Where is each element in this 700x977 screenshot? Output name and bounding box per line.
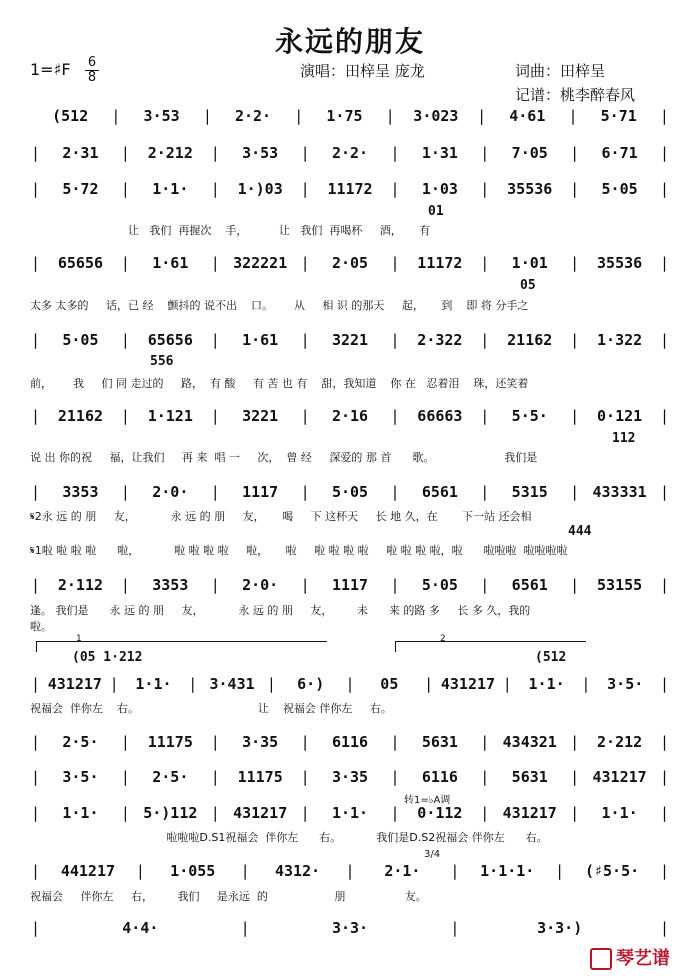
measure: 1·03 xyxy=(421,180,458,198)
barline: | xyxy=(210,331,220,349)
measure: 2·5· xyxy=(152,768,189,786)
barline: | xyxy=(210,768,220,786)
alt-notes: 05 xyxy=(520,278,536,293)
notation-row xyxy=(30,674,670,694)
measure: 5·)112 xyxy=(143,804,198,822)
measure: 5·71 xyxy=(600,107,637,125)
barline: | xyxy=(424,675,434,693)
lyric-line: 祝福会 伴你左 右。 让 祝福会 伴你左 右。 xyxy=(30,702,392,715)
barline: | xyxy=(480,483,490,501)
barline: | xyxy=(570,254,580,272)
notation-row xyxy=(30,767,670,787)
measure: 11175 xyxy=(237,768,283,786)
barline: | xyxy=(480,576,490,594)
measure: 2·31 xyxy=(62,144,99,162)
barline: | xyxy=(210,804,220,822)
notation-row xyxy=(30,803,670,823)
measure: 1117 xyxy=(242,483,279,501)
volta-number: 1 xyxy=(76,634,82,644)
barline: | xyxy=(570,483,580,501)
key-signature: 1=♯F xyxy=(30,60,71,79)
barline: | xyxy=(300,768,310,786)
barline: | xyxy=(660,733,670,751)
lyric-line: 逢。 我们是 永 远 的 朋 友， 永 远 的 朋 友， 未 来 的路 多 长 多 久，我的 xyxy=(30,604,531,617)
measure: 4·61 xyxy=(509,107,546,125)
barline: | xyxy=(31,254,41,272)
barline: | xyxy=(210,180,220,198)
measure: 1·01 xyxy=(511,254,548,272)
barline: | xyxy=(660,254,670,272)
barline: | xyxy=(111,107,121,125)
barline: | xyxy=(31,733,41,751)
logo-icon xyxy=(590,948,612,970)
barline: | xyxy=(390,768,400,786)
barline: | xyxy=(31,576,41,594)
transcriber-credit: 记谱：桃李醉春风 xyxy=(515,86,636,104)
measure: 2·212 xyxy=(147,144,193,162)
measure: 3221 xyxy=(242,407,279,425)
measure: 2·322 xyxy=(417,331,463,349)
barline: | xyxy=(480,180,490,198)
measure: 431217 xyxy=(502,804,557,822)
barline: | xyxy=(570,144,580,162)
measure: 05 xyxy=(380,675,399,693)
measure: (512 xyxy=(52,107,89,125)
measure: 1·1· xyxy=(331,804,369,822)
measure: 53155 xyxy=(597,576,643,594)
barline: | xyxy=(31,483,41,501)
barline: | xyxy=(480,804,490,822)
barline: | xyxy=(202,107,212,125)
barline: | xyxy=(294,107,304,125)
measure: 3·35 xyxy=(242,733,279,751)
measure: 5·05 xyxy=(62,331,99,349)
measure: 2·2· xyxy=(234,107,272,125)
barline: | xyxy=(31,144,41,162)
measure: 441217 xyxy=(60,862,116,880)
measure: 35536 xyxy=(507,180,553,198)
measure: 3·3· xyxy=(331,919,369,937)
barline: | xyxy=(570,804,580,822)
measure: 2·2· xyxy=(331,144,369,162)
barline: | xyxy=(210,407,220,425)
notation-row xyxy=(30,253,670,273)
measure: 2·212 xyxy=(597,733,643,751)
measure: (♯5·5· xyxy=(584,862,640,880)
barline: | xyxy=(210,733,220,751)
measure: 3353 xyxy=(62,483,99,501)
measure: 5631 xyxy=(511,768,548,786)
measure: 35536 xyxy=(597,254,643,272)
barline: | xyxy=(660,675,670,693)
lyric-line: 太多 太多的 话，已 经 颤抖的 说不出 口。 从 相 识 的那天 起， 到 即 将 分手之 xyxy=(30,299,529,312)
barline: | xyxy=(390,733,400,751)
time-signature xyxy=(85,56,99,85)
barline: | xyxy=(660,331,670,349)
barline: | xyxy=(502,675,512,693)
barline: | xyxy=(345,675,355,693)
measure: 5315 xyxy=(511,483,548,501)
measure: 431217 xyxy=(592,768,647,786)
barline: | xyxy=(300,804,310,822)
measure: 322221 xyxy=(233,254,288,272)
measure: 2·05 xyxy=(331,254,369,272)
alt-notes: 556 xyxy=(150,354,174,369)
barline: | xyxy=(120,576,130,594)
barline: | xyxy=(568,107,578,125)
barline: | xyxy=(659,862,669,880)
barline: | xyxy=(390,180,400,198)
barline: | xyxy=(31,768,41,786)
barline: | xyxy=(390,576,400,594)
barline: | xyxy=(659,919,669,937)
measure: 3·5· xyxy=(62,768,99,786)
barline: | xyxy=(188,675,198,693)
barline: | xyxy=(480,144,490,162)
barline: | xyxy=(345,862,355,880)
song-title: 永远的朋友 xyxy=(274,25,425,58)
barline: | xyxy=(581,675,591,693)
barline: | xyxy=(109,675,119,693)
barline: | xyxy=(480,733,490,751)
measure: 2·0· xyxy=(242,576,279,594)
barline: | xyxy=(31,862,41,880)
measure: 1·1· xyxy=(601,804,638,822)
measure: 1·1· xyxy=(152,180,189,198)
measure: 6116 xyxy=(421,768,458,786)
barline: | xyxy=(660,407,670,425)
measure: 3·35 xyxy=(331,768,369,786)
barline: | xyxy=(660,483,670,501)
barline: | xyxy=(390,331,400,349)
barline: | xyxy=(480,407,490,425)
measure: 1·31 xyxy=(421,144,458,162)
lyric-line: 𝄋1啦 啦 啦 啦 啦， 啦 啦 啦 啦 啦， 啦 啦 啦 啦 啦 啦 啦 啦 啦，啦 啦啦啦 啦啦啦啦 xyxy=(30,544,568,557)
barline: | xyxy=(570,180,580,198)
barline: | xyxy=(31,180,41,198)
barline: | xyxy=(300,733,310,751)
barline: | xyxy=(120,733,130,751)
measure: 5·72 xyxy=(62,180,99,198)
measure: 11175 xyxy=(147,733,193,751)
barline: | xyxy=(300,144,310,162)
lyric-line: 𝄋2永 远 的 朋 友， 永 远 的 朋 友， 喝 下 这杯天 长 地 久，在 下一站 还会相 xyxy=(30,510,532,523)
site-logo xyxy=(590,944,670,970)
barline: | xyxy=(480,768,490,786)
measure: 431217 xyxy=(440,675,496,693)
measure: 66663 xyxy=(417,407,463,425)
alt-notes: 01 xyxy=(428,204,444,219)
measure: 1·61 xyxy=(242,331,279,349)
barline: | xyxy=(660,804,670,822)
measure: 3·431 xyxy=(209,675,255,693)
barline: | xyxy=(390,254,400,272)
notation-row xyxy=(30,106,670,126)
notation-row xyxy=(30,330,670,350)
barline: | xyxy=(31,919,41,937)
notation-row xyxy=(30,482,670,502)
notation-row xyxy=(30,406,670,426)
measure: 2·5· xyxy=(62,733,99,751)
measure: 6561 xyxy=(421,483,458,501)
barline: | xyxy=(31,675,41,693)
alt-notes-above: (05 1·212 xyxy=(72,650,143,665)
barline: | xyxy=(300,407,310,425)
lyric-line: 祝福会 伴你左 右， 我们 是永远 的 朋 友。 xyxy=(30,890,427,903)
measure: 5·05 xyxy=(421,576,458,594)
barline: | xyxy=(660,768,670,786)
notation-row xyxy=(30,861,670,881)
measure: 1117 xyxy=(331,576,369,594)
barline: | xyxy=(300,576,310,594)
volta-number: 2 xyxy=(440,634,446,644)
barline: | xyxy=(210,576,220,594)
barline: | xyxy=(570,331,580,349)
barline: | xyxy=(300,331,310,349)
barline: | xyxy=(120,144,130,162)
measure: 1·1· xyxy=(135,675,172,693)
measure: 1·1·1· xyxy=(480,862,535,880)
time-bottom: 8 xyxy=(87,70,97,85)
barline: | xyxy=(390,804,400,822)
measure: 6·) xyxy=(297,675,325,693)
measure: 5·05 xyxy=(601,180,638,198)
barline: | xyxy=(300,180,310,198)
barline: | xyxy=(555,862,565,880)
barline: | xyxy=(570,407,580,425)
barline: | xyxy=(390,407,400,425)
measure: 1·1· xyxy=(528,675,565,693)
measure: 3·3·) xyxy=(537,919,583,937)
measure: 1·61 xyxy=(152,254,189,272)
barline: | xyxy=(240,862,250,880)
measure: 5·5· xyxy=(511,407,548,425)
notation-row xyxy=(30,732,670,752)
barline: | xyxy=(659,107,669,125)
measure: 3·5· xyxy=(607,675,644,693)
measure: 3221 xyxy=(331,331,369,349)
measure: 11172 xyxy=(327,180,373,198)
barline: | xyxy=(120,180,130,198)
measure: 7·05 xyxy=(511,144,548,162)
measure: 21162 xyxy=(57,407,104,425)
barline: | xyxy=(450,919,460,937)
measure: 2·1· xyxy=(384,862,421,880)
measure: 1·1· xyxy=(62,804,99,822)
barline: | xyxy=(385,107,395,125)
barline: | xyxy=(660,180,670,198)
measure: 3·53 xyxy=(143,107,180,125)
lyric-line: 让 我们 再握次 手， 让 我们 再喝杯 酒， 有 xyxy=(30,224,431,237)
measure: 5·05 xyxy=(331,483,369,501)
measure: 433331 xyxy=(592,483,647,501)
barline: | xyxy=(570,576,580,594)
barline: | xyxy=(390,483,400,501)
volta-bracket-2 xyxy=(395,641,586,652)
barline: | xyxy=(120,483,130,501)
lyric-line: 啦。 xyxy=(30,620,52,633)
notation-row xyxy=(30,143,670,163)
barline: | xyxy=(210,254,220,272)
barline: | xyxy=(570,733,580,751)
barline: | xyxy=(120,768,130,786)
measure: 2·16 xyxy=(331,407,369,425)
measure: 4312· xyxy=(275,862,321,880)
measure: 2·0· xyxy=(152,483,189,501)
measure: 1·)03 xyxy=(237,180,283,198)
barline: | xyxy=(210,144,220,162)
singers-credit: 演唱：田梓呈 庞龙 xyxy=(300,62,425,80)
alt-notes-above: (512 xyxy=(535,650,567,665)
measure: 1·121 xyxy=(147,407,193,425)
barline: | xyxy=(31,331,41,349)
measure: 65656 xyxy=(57,254,104,272)
measure: 3·53 xyxy=(242,144,279,162)
measure: 434321 xyxy=(502,733,557,751)
notation-row xyxy=(30,575,670,595)
barline: | xyxy=(660,144,670,162)
barline: | xyxy=(480,331,490,349)
barline: | xyxy=(210,483,220,501)
barline: | xyxy=(31,407,41,425)
alt-notes: 444 xyxy=(568,524,592,539)
measure: 431217 xyxy=(47,675,102,693)
logo-text: 琴艺谱 xyxy=(616,948,670,969)
time-top: 6 xyxy=(85,56,99,71)
barline: | xyxy=(480,254,490,272)
barline: | xyxy=(135,862,145,880)
measure: 1·75 xyxy=(326,107,363,125)
measure: 65656 xyxy=(147,331,193,349)
barline: | xyxy=(120,254,130,272)
barline: | xyxy=(660,576,670,594)
measure: 6116 xyxy=(331,733,369,751)
measure: 5631 xyxy=(421,733,458,751)
barline: | xyxy=(300,254,310,272)
barline: | xyxy=(300,483,310,501)
key-change-mark: 转1=♭A调 xyxy=(404,795,451,806)
alt-notes: 112 xyxy=(612,431,636,446)
measure: 6561 xyxy=(511,576,548,594)
meter-change-mark: 3/4 xyxy=(424,849,441,860)
barline: | xyxy=(450,862,460,880)
barline: | xyxy=(390,144,400,162)
barline: | xyxy=(120,331,130,349)
lyric-line: 啦啦啦D.S1祝福会 伴你左 右。 我们是D.S2祝福会 伴你左 右。 xyxy=(30,831,548,844)
barline: | xyxy=(31,804,41,822)
measure: 431217 xyxy=(233,804,288,822)
measure: 3·023 xyxy=(413,107,459,125)
measure: 4·4· xyxy=(122,919,159,937)
lyric-line: 说 出 你的祝 福，让我们 再 来 唱 一 次， 曾 经 深爱的 那 首 歌。 我们是 xyxy=(30,451,538,464)
measure: 11172 xyxy=(417,254,463,272)
measure: 21162 xyxy=(507,331,553,349)
measure: 0·112 xyxy=(417,804,463,822)
lyric-line: 前， 我 们 同 走过的 路， 有 酸 有 苦 也 有 甜，我知道 你 在 忍着泪 珠，还笑着 xyxy=(30,377,529,390)
measure: 1·055 xyxy=(170,862,216,880)
barline: | xyxy=(266,675,276,693)
measure: 6·71 xyxy=(601,144,638,162)
measure: 2·112 xyxy=(57,576,104,594)
barline: | xyxy=(240,919,250,937)
barline: | xyxy=(570,768,580,786)
barline: | xyxy=(120,804,130,822)
measure: 1·322 xyxy=(597,331,643,349)
barline: | xyxy=(120,407,130,425)
notation-row xyxy=(30,918,670,938)
notation-row xyxy=(30,179,670,199)
composer-credit: 词曲：田梓呈 xyxy=(515,62,606,80)
measure: 3353 xyxy=(152,576,189,594)
measure: 0·121 xyxy=(597,407,643,425)
barline: | xyxy=(477,107,487,125)
